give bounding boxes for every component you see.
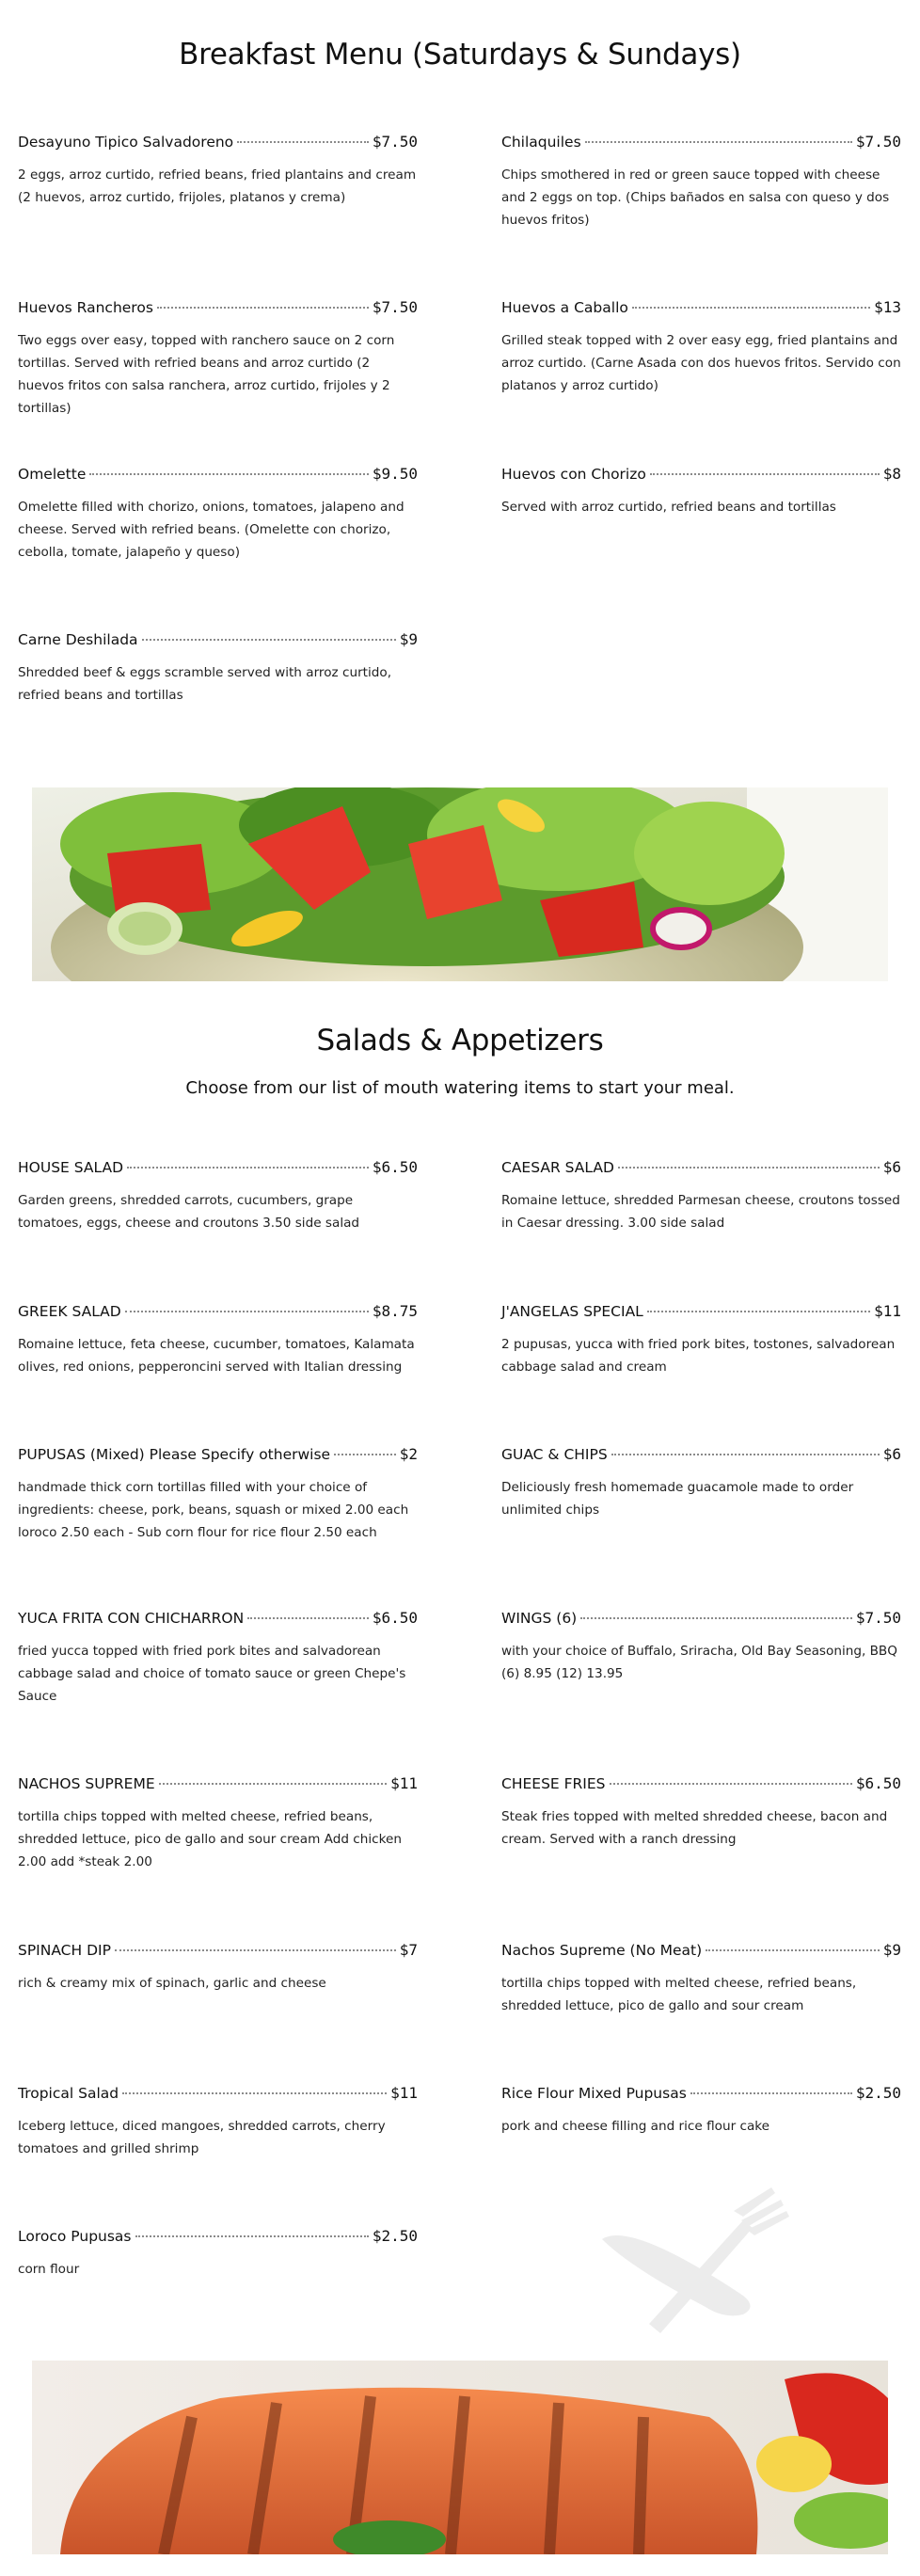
item-name: Huevos a Caballo: [501, 299, 628, 316]
item-description: 2 pupusas, yucca with fried pork bites, tostones, salvadorean cabbage salad and cream: [501, 1337, 896, 1375]
leader-dots: [135, 2235, 369, 2237]
item-description: with your choice of Buffalo, Sriracha, Old Bay Seasoning, BBQ (6) 8.95 (12) 13.95: [501, 1644, 897, 1681]
menu-item: [501, 1158, 901, 1234]
leader-dots: [89, 473, 368, 475]
leader-dots: [610, 1783, 852, 1785]
leader-dots: [632, 307, 870, 309]
item-price: $7.50: [855, 133, 901, 151]
leader-dots: [125, 1311, 369, 1312]
menu-item: [18, 298, 418, 420]
item-description: handmade thick corn tortillas filled with your choice of ingredients: cheese, pork, beans, squash or mixed 2.00 each loroco 2.50 each - Sub corn flour for rice flour 2.50 each: [18, 1480, 409, 1540]
salads-title: Salads & Appetizers: [316, 1024, 604, 1057]
leader-dots: [115, 1949, 396, 1951]
fork-knife-icon: [593, 2183, 809, 2356]
item-name: Omelette: [18, 466, 87, 483]
salads-subtitle: Choose from our list of mouth watering items to start your meal.: [185, 1078, 735, 1098]
item-description: 2 eggs, arroz curtido, refried beans, fried plantains and cream (2 huevos, arroz curtido, frijoles, platanos y crema): [18, 167, 417, 205]
item-name: Chilaquiles: [501, 134, 581, 151]
item-price: $9: [399, 630, 418, 648]
item-price: $11: [390, 1774, 418, 1792]
item-description: Steak fries topped with melted shredded cheese, bacon and cream. Served with a ranch dressing: [501, 1809, 888, 1847]
item-name: WINGS (6): [501, 1610, 578, 1627]
item-description: pork and cheese filling and rice flour cake: [501, 2119, 770, 2134]
item-description: Romaine lettuce, feta cheese, cucumber, tomatoes, Kalamata olives, red onions, pepperoncini served with Italian dressing: [18, 1337, 415, 1375]
item-price: $6.50: [372, 1158, 418, 1176]
menu-item: [18, 1941, 418, 1995]
menu-item: [18, 1609, 418, 1708]
item-price: $7.50: [372, 133, 418, 151]
leader-dots: [611, 1454, 880, 1455]
item-name: Nachos Supreme (No Meat): [501, 1942, 703, 1959]
item-name: NACHOS SUPREME: [18, 1775, 155, 1792]
menu-item: [501, 1445, 901, 1521]
item-price: $2: [399, 1445, 418, 1463]
item-price: $6: [882, 1445, 901, 1463]
leader-dots: [247, 1617, 369, 1619]
leader-dots: [122, 2092, 387, 2094]
item-name: Tropical Salad: [18, 2085, 119, 2102]
menu-item: [501, 133, 901, 231]
leader-dots: [706, 1949, 880, 1951]
item-price: $7.50: [372, 298, 418, 316]
item-name: J'ANGELAS SPECIAL: [501, 1303, 643, 1320]
leader-dots: [647, 1311, 870, 1312]
menu-item: [18, 1302, 418, 1378]
item-price: $8: [882, 465, 901, 483]
item-name: Loroco Pupusas: [18, 2228, 132, 2245]
item-price: $8.75: [372, 1302, 418, 1320]
item-description: rich & creamy mix of spinach, garlic and cheese: [18, 1976, 326, 1991]
menu-item: [501, 1302, 901, 1378]
item-price: $7: [399, 1941, 418, 1959]
menu-item: [501, 465, 901, 518]
item-description: Iceberg lettuce, diced mangoes, shredded carrots, cherry tomatoes and grilled shrimp: [18, 2119, 386, 2156]
grilled-salmon-photo: [32, 2361, 888, 2554]
item-price: $11: [874, 1302, 901, 1320]
grilled-salmon-image: [32, 2361, 888, 2554]
leader-dots: [127, 1167, 369, 1169]
leader-dots: [580, 1617, 852, 1619]
item-price: $13: [874, 298, 901, 316]
item-description: Two eggs over easy, topped with ranchero sauce on 2 corn tortillas. Served with refried beans and arroz curtido (2 huevos fritos con salsa ranchera, arroz curtido, frijoles y 2 tortillas): [18, 333, 395, 416]
item-price: $11: [390, 2084, 418, 2102]
salad-bowl-image: [32, 787, 888, 981]
item-price: $2.50: [372, 2227, 418, 2245]
leader-dots: [159, 1783, 387, 1785]
item-name: GREEK SALAD: [18, 1303, 121, 1320]
menu-item: [501, 1941, 901, 2017]
leader-dots: [142, 639, 396, 641]
leader-dots: [650, 473, 880, 475]
item-name: YUCA FRITA CON CHICHARRON: [18, 1610, 245, 1627]
item-name: GUAC & CHIPS: [501, 1446, 608, 1463]
menu-item: [18, 630, 418, 707]
item-description: Shredded beef & eggs scramble served with arroz curtido, refried beans and tortillas: [18, 665, 392, 703]
leader-dots: [618, 1167, 880, 1169]
menu-item: [18, 465, 418, 564]
leader-dots: [585, 141, 852, 143]
leader-dots: [237, 141, 369, 143]
leader-dots: [157, 307, 369, 309]
item-name: Carne Deshilada: [18, 631, 138, 648]
item-name: SPINACH DIP: [18, 1942, 111, 1959]
item-price: $9: [882, 1941, 901, 1959]
item-price: $9.50: [372, 465, 418, 483]
menu-item: [501, 1609, 901, 1685]
item-price: $2.50: [855, 2084, 901, 2102]
item-description: Deliciously fresh homemade guacamole made to order unlimited chips: [501, 1480, 854, 1518]
item-name: Rice Flour Mixed Pupusas: [501, 2085, 687, 2102]
item-name: Huevos con Chorizo: [501, 466, 646, 483]
menu-item: [18, 1158, 418, 1234]
item-name: Desayuno Tipico Salvadoreno: [18, 134, 234, 151]
item-description: Garden greens, shredded carrots, cucumbers, grape tomatoes, eggs, cheese and croutons 3.50 side salad: [18, 1193, 360, 1231]
item-price: $6: [882, 1158, 901, 1176]
item-name: CHEESE FRIES: [501, 1775, 606, 1792]
menu-item: [18, 2084, 418, 2160]
item-name: PUPUSAS (Mixed) Please Specify otherwise: [18, 1446, 331, 1463]
menu-item: [18, 2227, 418, 2281]
leader-dots: [690, 2092, 852, 2094]
item-description: corn flour: [18, 2262, 80, 2277]
item-description: Served with arroz curtido, refried beans and tortillas: [501, 500, 836, 515]
item-price: $6.50: [372, 1609, 418, 1627]
leader-dots: [334, 1454, 396, 1455]
menu-item: [501, 1774, 901, 1851]
item-name: Huevos Rancheros: [18, 299, 153, 316]
item-name: CAESAR SALAD: [501, 1159, 614, 1176]
item-description: tortilla chips topped with melted cheese, refried beans, shredded lettuce, pico de gallo and sour cream Add chicken 2.00 add *steak 2.00: [18, 1809, 402, 1869]
item-price: $7.50: [855, 1609, 901, 1627]
menu-item: [18, 1774, 418, 1873]
menu-item: [18, 1445, 418, 1544]
item-description: Grilled steak topped with 2 over easy egg, fried plantains and arroz curtido. (Carne Asada con dos huevos fritos. Servido con platanos y arroz curtido): [501, 333, 901, 393]
salad-bowl-photo: [32, 787, 888, 981]
item-description: tortilla chips topped with melted cheese, refried beans, shredded lettuce, pico de gallo and sour cream: [501, 1976, 857, 2013]
item-name: HOUSE SALAD: [18, 1159, 124, 1176]
item-price: $6.50: [855, 1774, 901, 1792]
breakfast-title: Breakfast Menu (Saturdays & Sundays): [179, 38, 741, 72]
item-description: Romaine lettuce, shredded Parmesan cheese, croutons tossed in Caesar dressing. 3.00 side salad: [501, 1193, 900, 1231]
menu-item: [501, 298, 901, 397]
item-description: Chips smothered in red or green sauce topped with cheese and 2 eggs on top. (Chips bañados en salsa con queso y dos huevos fritos): [501, 167, 890, 228]
menu-item: [18, 133, 418, 209]
menu-item: [501, 2084, 901, 2138]
item-description: Omelette filled with chorizo, onions, tomatoes, jalapeno and cheese. Served with refried beans. (Omelette con chorizo, cebolla, tomate, jalapeño y queso): [18, 500, 404, 560]
item-description: fried yucca topped with fried pork bites and salvadorean cabbage salad and choice of tomato sauce or green Chepe's Sauce: [18, 1644, 406, 1704]
